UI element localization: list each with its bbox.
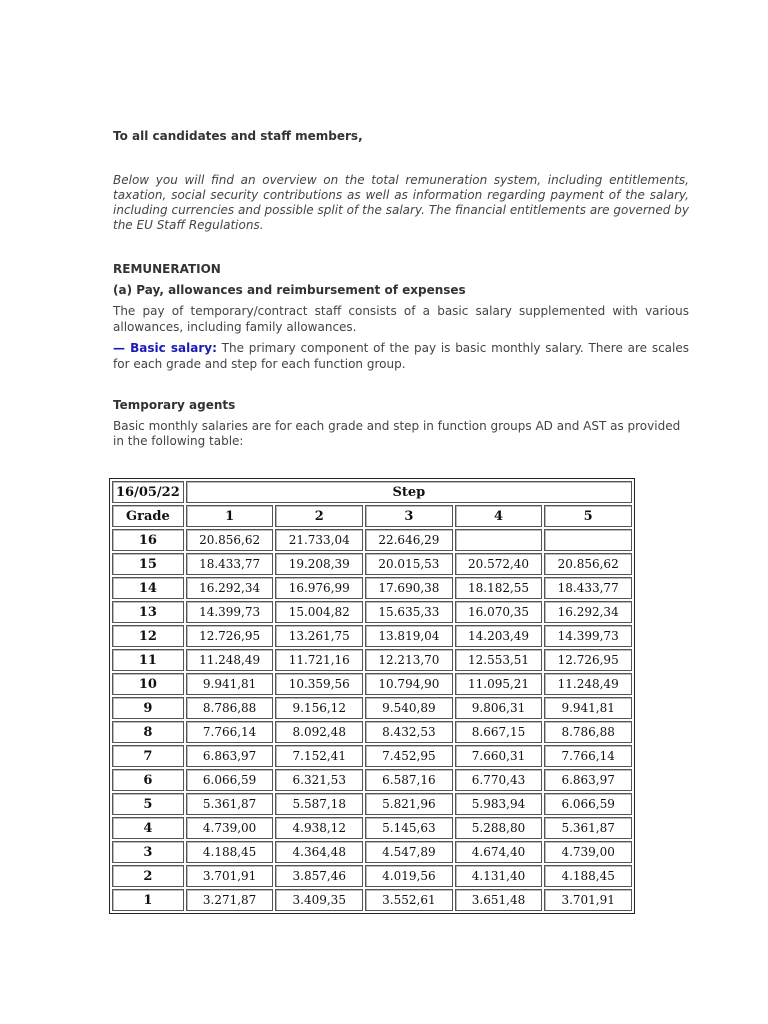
salary-cell: 4.131,40 [455,865,543,887]
remuneration-heading: REMUNERATION [113,262,221,276]
salary-cell: 18.433,77 [544,577,632,599]
salary-cell: 4.938,12 [275,817,363,839]
salary-cell: 4.188,45 [186,841,274,863]
salary-cell: 3.271,87 [186,889,274,911]
salary-cell: 6.066,59 [186,769,274,791]
salary-cell: 6.321,53 [275,769,363,791]
table-steps-row [112,505,632,527]
salary-cell: 5.983,94 [455,793,543,815]
salary-cell: 8.092,48 [275,721,363,743]
salary-cell: 8.786,88 [186,697,274,719]
grade-cell: 8 [112,721,184,743]
grade-cell: 15 [112,553,184,575]
salary-cell: 7.152,41 [275,745,363,767]
salary-cell: 4.739,00 [186,817,274,839]
salary-cell: 7.766,14 [544,745,632,767]
grade-cell: 1 [112,889,184,911]
step-header-cell: 5 [544,505,632,527]
salary-cell: 3.651,48 [455,889,543,911]
salary-cell: 20.856,62 [186,529,274,551]
table-row [112,841,632,863]
table-row [112,529,632,551]
salary-cell: 5.145,63 [365,817,453,839]
salary-cell: 3.701,91 [544,889,632,911]
salary-cell: 9.941,81 [186,673,274,695]
salary-cell: 18.433,77 [186,553,274,575]
intro-paragraph: Below you will find an overview on the total remuneration system, including entitlements, taxation, social security contributions as well as information regarding payment of the salary, including currencies and possible split of the salary. The financial entitlements are governed by the EU Staff Regulations. [113,173,689,232]
salary-cell: 20.015,53 [365,553,453,575]
table-row [112,625,632,647]
salary-cell: 18.182,55 [455,577,543,599]
salary-cell: 16.070,35 [455,601,543,623]
salary-cell: 5.821,96 [365,793,453,815]
grade-cell: 3 [112,841,184,863]
salary-cell: 3.409,35 [275,889,363,911]
table-row [112,649,632,671]
table-row [112,673,632,695]
salary-cell: 8.667,15 [455,721,543,743]
salary-cell: 7.452,95 [365,745,453,767]
salary-cell: 16.292,34 [186,577,274,599]
salary-cell: 15.635,33 [365,601,453,623]
salary-cell [544,529,632,551]
salary-cell: 4.739,00 [544,841,632,863]
salary-cell: 6.863,97 [544,769,632,791]
salary-cell: 12.726,95 [186,625,274,647]
salary-cell: 12.213,70 [365,649,453,671]
greeting: To all candidates and staff members, [113,129,363,143]
salary-cell: 8.786,88 [544,721,632,743]
salary-cell: 12.726,95 [544,649,632,671]
grade-cell: 11 [112,649,184,671]
grade-cell: 13 [112,601,184,623]
grade-cell: 4 [112,817,184,839]
salary-cell: 9.540,89 [365,697,453,719]
temporary-agents-paragraph: Basic monthly salaries are for each grade and step in function groups AD and AST as provided in the following table: [113,419,681,448]
salary-cell: 3.552,61 [365,889,453,911]
salary-cell: 11.248,49 [186,649,274,671]
salary-cell [455,529,543,551]
grade-cell: 14 [112,577,184,599]
table-row [112,769,632,791]
salary-cell: 9.806,31 [455,697,543,719]
salary-cell: 16.976,99 [275,577,363,599]
salary-cell: 5.361,87 [186,793,274,815]
table-header-row [112,481,632,503]
table-row [112,793,632,815]
salary-cell: 11.248,49 [544,673,632,695]
grade-cell: 2 [112,865,184,887]
grade-cell: 10 [112,673,184,695]
step-header-cell: 4 [455,505,543,527]
salary-cell: 9.156,12 [275,697,363,719]
table-row [112,745,632,767]
table-row [112,889,632,911]
salary-cell: 13.819,04 [365,625,453,647]
salary-cell: 5.288,80 [455,817,543,839]
basic-salary-label: — Basic salary: [113,341,217,355]
grade-cell: 9 [112,697,184,719]
table-row [112,721,632,743]
salary-cell: 10.359,56 [275,673,363,695]
salary-cell: 7.660,31 [455,745,543,767]
salary-cell: 20.572,40 [455,553,543,575]
step-header: Step [186,481,632,503]
salary-cell: 4.674,40 [455,841,543,863]
salary-cell: 11.721,16 [275,649,363,671]
grade-cell: 5 [112,793,184,815]
salary-cell: 4.019,56 [365,865,453,887]
table-date: 16/05/22 [112,481,184,503]
temporary-agents-heading: Temporary agents [113,398,236,412]
grade-cell: 16 [112,529,184,551]
salary-cell: 22.646,29 [365,529,453,551]
step-header-cell: 1 [186,505,274,527]
basic-salary-text: The primary component of the pay is basic monthly salary. There are scales for each grade and step for each function group. [113,341,689,371]
salary-cell: 14.399,73 [186,601,274,623]
salary-cell: 14.203,49 [455,625,543,647]
grade-cell: 12 [112,625,184,647]
salary-cell: 6.770,43 [455,769,543,791]
salary-cell: 6.587,16 [365,769,453,791]
step-header-cell: 2 [275,505,363,527]
salary-cell: 11.095,21 [455,673,543,695]
pay-heading: (a) Pay, allowances and reimbursement of expenses [113,283,466,297]
table-row [112,865,632,887]
step-header-cell: 3 [365,505,453,527]
salary-cell: 17.690,38 [365,577,453,599]
salary-cell: 19.208,39 [275,553,363,575]
salary-cell: 20.856,62 [544,553,632,575]
grade-cell: 6 [112,769,184,791]
salary-cell: 21.733,04 [275,529,363,551]
salary-cell: 5.361,87 [544,817,632,839]
table-row [112,697,632,719]
salary-cell: 10.794,90 [365,673,453,695]
table-row [112,601,632,623]
grade-cell: 7 [112,745,184,767]
salary-table-body [112,481,632,911]
pay-paragraph: The pay of temporary/contract staff consists of a basic salary supplemented with various allowances, including family allowances. [113,304,689,334]
grade-header: Grade [112,505,184,527]
table-row [112,553,632,575]
salary-cell: 4.547,89 [365,841,453,863]
table-row [112,577,632,599]
salary-cell: 9.941,81 [544,697,632,719]
salary-cell: 13.261,75 [275,625,363,647]
salary-cell: 4.188,45 [544,865,632,887]
salary-cell: 12.553,51 [455,649,543,671]
salary-cell: 5.587,18 [275,793,363,815]
salary-cell: 14.399,73 [544,625,632,647]
salary-cell: 4.364,48 [275,841,363,863]
salary-cell: 7.766,14 [186,721,274,743]
basic-salary-paragraph [113,340,689,372]
salary-cell: 15.004,82 [275,601,363,623]
salary-table [109,478,635,914]
salary-cell: 6.066,59 [544,793,632,815]
table-row [112,817,632,839]
salary-cell: 3.857,46 [275,865,363,887]
salary-cell: 3.701,91 [186,865,274,887]
salary-cell: 8.432,53 [365,721,453,743]
salary-cell: 16.292,34 [544,601,632,623]
salary-cell: 6.863,97 [186,745,274,767]
